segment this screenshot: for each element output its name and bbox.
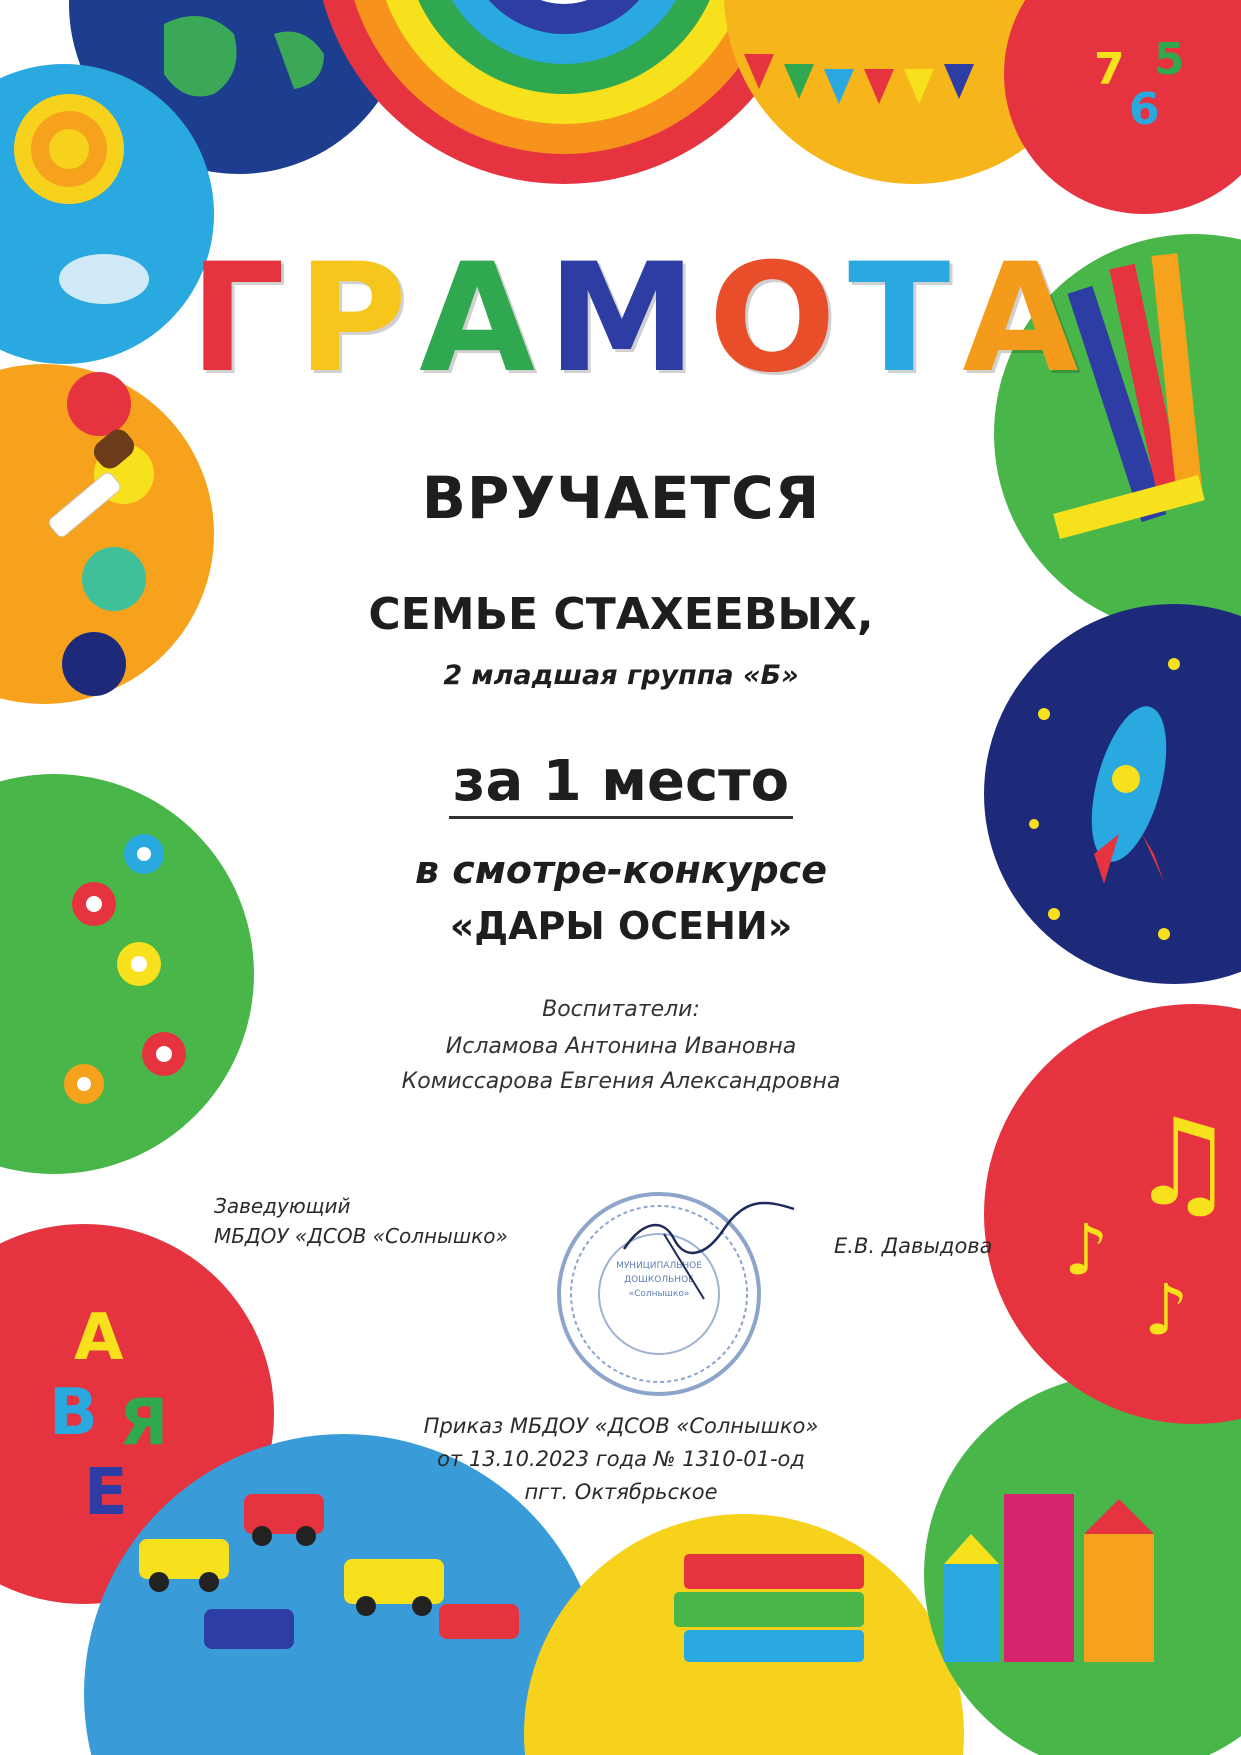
title-letter: А <box>419 232 536 406</box>
title-letter: А <box>962 232 1079 406</box>
title-letter: Р <box>297 232 408 406</box>
teacher-name: Исламова Антонина Ивановна <box>445 1034 797 1059</box>
certificate-title <box>184 224 1084 406</box>
numbers-circle <box>1004 0 1241 214</box>
letter-glyph: А <box>74 1301 124 1375</box>
head-organization: МБДОУ «ДСОВ «Солнышко» <box>214 1224 508 1248</box>
teachers-label: Воспитатели: <box>542 997 700 1022</box>
svg-text:♪: ♪ <box>1064 1209 1109 1291</box>
signature-icon <box>604 1189 804 1309</box>
title-letter: Г <box>189 232 286 406</box>
stamp-line: ДОШКОЛЬНОЕ <box>624 1275 694 1285</box>
stamp-line: МУНИЦИПАЛЬНОЕ <box>616 1261 702 1271</box>
head-position: Заведующий <box>214 1194 351 1218</box>
letter-glyph: Е <box>84 1456 128 1530</box>
awarded-heading: ВРУЧАЕТСЯ <box>421 464 821 532</box>
head-name: Е.В. Давыдова <box>834 1234 993 1258</box>
certificate <box>44 14 1237 1662</box>
letter-glyph: В <box>49 1376 98 1450</box>
cloud-icon <box>59 254 149 304</box>
contest-line-2: «ДАРЫ ОСЕНИ» <box>449 904 793 948</box>
order-line: Приказ МБДОУ «ДСОВ «Солнышко» <box>423 1414 819 1438</box>
place-award: за 1 место <box>449 749 793 819</box>
letter-glyph: Я <box>119 1386 169 1460</box>
sun-icon <box>14 94 124 204</box>
recipient-group: 2 младшая группа «Б» <box>443 660 799 691</box>
recipient-name: СЕМЬЕ СТАХЕЕВЫХ, <box>368 589 874 640</box>
order-location: пгт. Октябрьское <box>524 1480 718 1504</box>
number-glyph: 5 <box>1154 34 1185 85</box>
title-letter: О <box>708 232 836 406</box>
svg-text:♫: ♫ <box>1129 1094 1237 1233</box>
stamp-line: «Солнышко» <box>628 1289 690 1299</box>
svg-text:♪: ♪ <box>1144 1269 1189 1351</box>
number-glyph: 6 <box>1129 84 1160 135</box>
order-line: от 13.10.2023 года № 1310-01-од <box>437 1447 805 1471</box>
books-icon <box>674 1554 864 1662</box>
title-letter: Т <box>848 232 951 406</box>
contest-line-1: в смотре-конкурсе <box>415 848 827 892</box>
title-letter: М <box>547 232 697 406</box>
place-container <box>44 749 1198 819</box>
teacher-name: Комиссарова Евгения Александровна <box>401 1069 841 1094</box>
number-glyph: 7 <box>1094 44 1125 95</box>
